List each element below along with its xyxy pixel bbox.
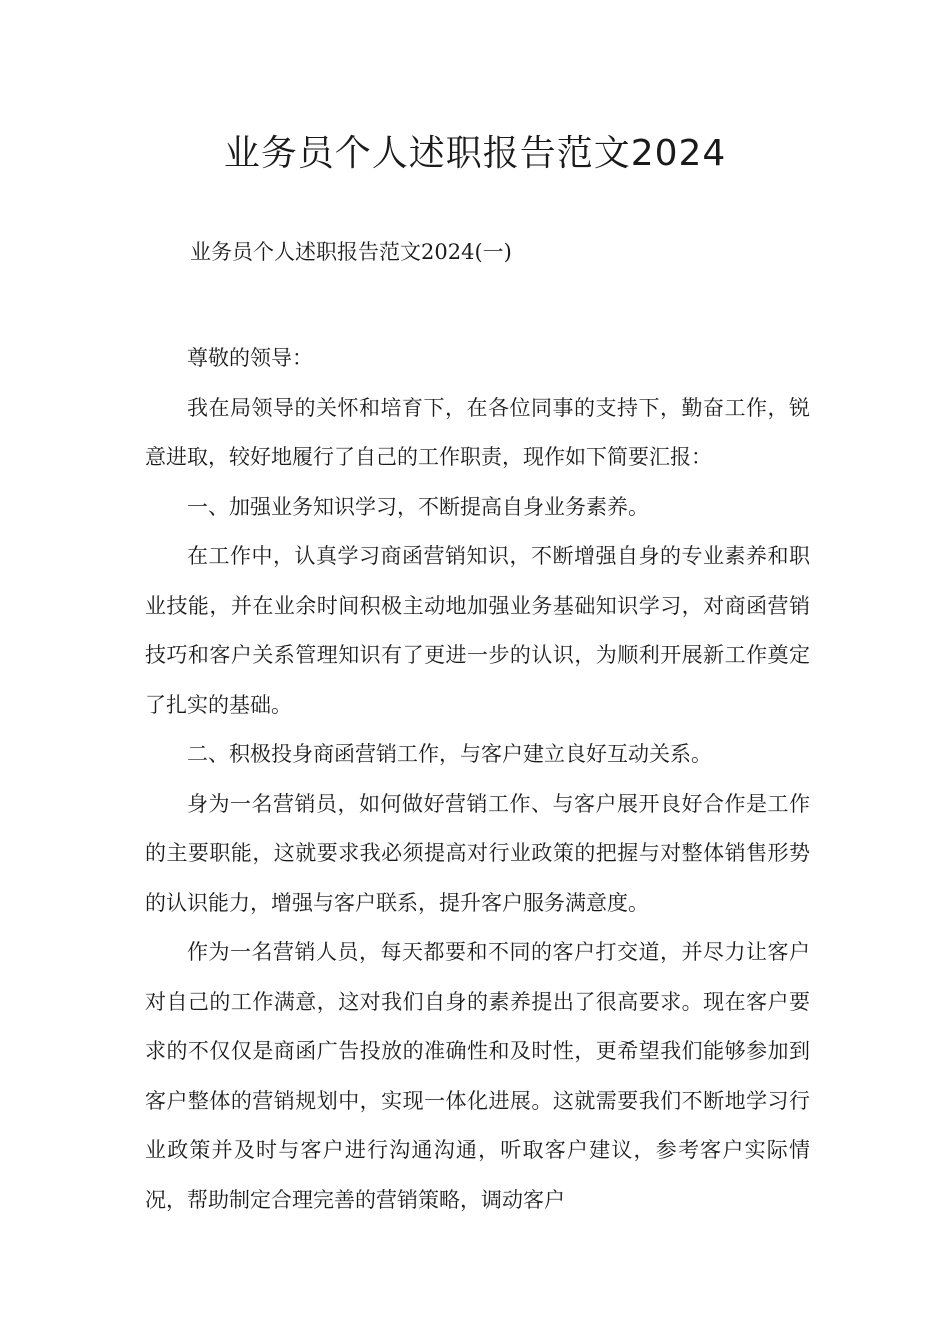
salutation: 尊敬的领导： bbox=[187, 346, 313, 370]
document-subtitle: 业务员个人述职报告范文2024(一) bbox=[190, 240, 512, 264]
paragraph: 作为一名营销人员，每天都要和不同的客户打交道，并尽力让客户对自己的工作满意，这对我们自身的素养提出了很高要求。现在客户要求的不仅仅是商函广告投放的准确性和及时性，更希望我们能够参加到客户整体的营销规划中，实现一体化进展。这就需要我们不断地学习行业政策并及时与客户进行沟通沟通，听取客户建议，参考客户实际情况，帮助制定合理完善的营销策略，调动客户 bbox=[145, 940, 810, 1212]
section-heading: 一、加强业务知识学习，不断提高自身业务素养。 bbox=[187, 494, 649, 519]
paragraph: 我在局领导的关怀和培育下，在各位同事的支持下，勤奋工作，锐意进取，较好地履行了自己的工作职责，现作如下简要汇报： bbox=[145, 395, 810, 469]
document-title: 业务员个人述职报告范文2024 bbox=[223, 133, 727, 174]
document-body bbox=[145, 334, 810, 1225]
paragraph: 在工作中，认真学习商函营销知识，不断增强自身的专业素养和职业技能，并在业余时间积极主动地加强业务基础知识学习，对商函营销技巧和客户关系管理知识有了更进一步的认识，为顺利开展新工作奠定了扎实的基础。 bbox=[145, 544, 810, 717]
section-heading: 二、积极投身商函营销工作，与客户建立良好互动关系。 bbox=[187, 742, 712, 766]
paragraph: 身为一名营销员，如何做好营销工作、与客户展开良好合作是工作的主要职能，这就要求我必须提高对行业政策的把握与对整体销售形势的认识能力，增强与客户联系，提升客户服务满意度。 bbox=[145, 791, 810, 915]
